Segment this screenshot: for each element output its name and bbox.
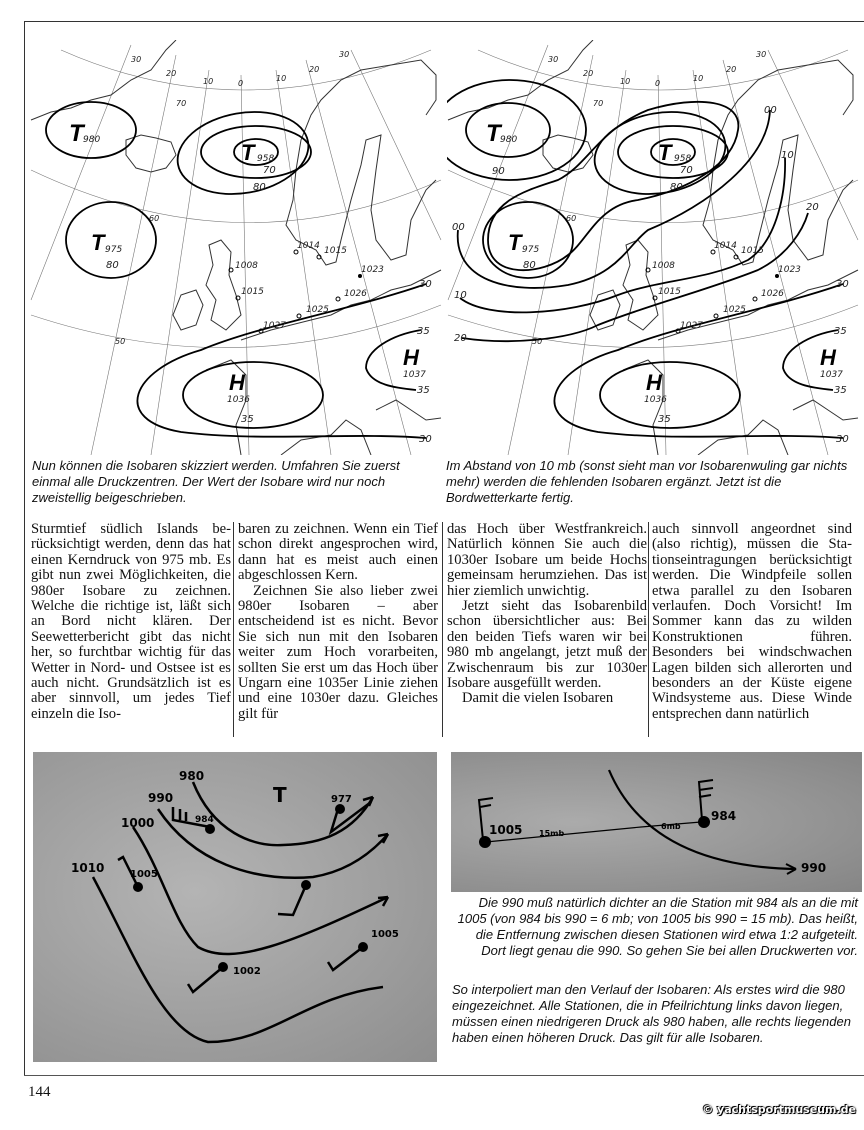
svg-text:10: 10	[203, 77, 214, 86]
svg-text:1026: 1026	[761, 289, 784, 299]
svg-text:1002: 1002	[233, 966, 261, 977]
svg-text:977: 977	[331, 794, 352, 805]
text-column-4	[652, 522, 852, 722]
svg-text:980: 980	[83, 135, 101, 145]
svg-text:1014: 1014	[297, 241, 320, 251]
svg-text:990: 990	[801, 861, 827, 875]
page-frame-top	[24, 21, 864, 22]
svg-text:50: 50	[532, 337, 543, 346]
svg-text:H: H	[646, 370, 662, 395]
svg-text:20: 20	[166, 69, 177, 78]
svg-text:20: 20	[806, 202, 819, 213]
handwritten-labels	[489, 809, 826, 875]
svg-text:20: 20	[583, 69, 594, 78]
svg-text:10: 10	[620, 77, 631, 86]
svg-text:70: 70	[680, 165, 693, 176]
svg-text:10: 10	[276, 74, 287, 83]
svg-text:15mb: 15mb	[539, 829, 565, 838]
svg-text:H: H	[403, 345, 419, 370]
station-distance-photo	[451, 752, 862, 892]
svg-text:50: 50	[115, 337, 126, 346]
svg-text:1027: 1027	[680, 321, 703, 331]
svg-text:1015: 1015	[324, 246, 347, 256]
svg-text:1026: 1026	[344, 289, 367, 299]
svg-text:70: 70	[263, 165, 276, 176]
svg-text:70: 70	[176, 99, 187, 108]
svg-text:T: T	[508, 230, 522, 255]
svg-text:30: 30	[756, 50, 767, 59]
paragraph: Damit die vielen Isobaren	[462, 690, 614, 707]
svg-text:00: 00	[764, 105, 777, 116]
svg-text:35: 35	[834, 326, 847, 337]
column-divider	[442, 522, 443, 737]
svg-text:958: 958	[257, 154, 275, 164]
svg-text:1008: 1008	[652, 261, 675, 271]
svg-text:80: 80	[253, 182, 266, 193]
svg-text:0: 0	[238, 79, 244, 88]
isobar-interpolation-photo	[33, 752, 437, 1062]
column-divider	[233, 522, 234, 737]
station-entries	[229, 241, 384, 333]
svg-text:10: 10	[693, 74, 704, 83]
svg-text:35: 35	[834, 385, 847, 396]
svg-text:980: 980	[500, 135, 518, 145]
isobars	[447, 80, 843, 438]
svg-text:70: 70	[593, 99, 604, 108]
svg-text:1027: 1027	[263, 321, 286, 331]
map1-caption: Nun können die Isobaren skizziert werden. Umfahren Sie zuerst einmal alle Druckzentren. Der Wert der Isobare wird nur noch zweistellig beigeschrieben.	[32, 458, 400, 505]
paragraph: Zeichnen Sie also lieber zwei 980er Isobaren – aber entscheidend ist es nicht. Bevor Sie sich nun mit den Isobaren weiter zum Hoch vorarbeiten, sollten Sie erst um das Hoch über Ungarn eine 1035er Linie ziehen und eine 1030er dazu. Gleiches gilt für	[238, 582, 438, 722]
svg-text:1015: 1015	[741, 246, 764, 256]
svg-text:1015: 1015	[658, 287, 681, 297]
svg-text:958: 958	[674, 154, 692, 164]
svg-text:90: 90	[492, 166, 505, 177]
svg-text:T: T	[273, 783, 287, 807]
svg-text:10: 10	[781, 150, 794, 161]
svg-text:20: 20	[726, 65, 737, 74]
svg-text:30: 30	[131, 55, 142, 64]
svg-text:1005: 1005	[130, 869, 158, 880]
map2-caption: Im Abstand von 10 mb (sonst sieht man vor Isobarenwuling gar nichts mehr) werden die fehlenden Isobaren ergänzt. Jetzt ist die Bordwetterkarte fertig.	[446, 458, 848, 505]
svg-text:6mb: 6mb	[661, 822, 681, 831]
svg-text:T: T	[91, 230, 105, 255]
svg-text:1023: 1023	[361, 265, 384, 275]
weather-map-sketch	[30, 40, 442, 455]
svg-text:1036: 1036	[644, 395, 667, 405]
svg-text:20: 20	[309, 65, 320, 74]
svg-text:30: 30	[836, 434, 849, 445]
svg-text:60: 60	[566, 214, 577, 223]
svg-text:1015: 1015	[241, 287, 264, 297]
svg-text:1037: 1037	[403, 370, 426, 380]
svg-text:984: 984	[711, 809, 737, 823]
svg-text:1010: 1010	[71, 861, 105, 875]
text-column-2	[238, 522, 438, 722]
svg-text:H: H	[820, 345, 836, 370]
svg-text:60: 60	[149, 214, 160, 223]
page-frame-left	[24, 21, 25, 1076]
paragraph: das Hoch über Westfrankreich. Natürlich können Sie auch die 1030er Isobare um beide Hochs gemeinsam herumziehen. Das ist hier ziemlich unwichtig.	[447, 521, 647, 599]
watermark: © yachtsportmuseum.de	[702, 1103, 856, 1116]
paragraph: Sturmtief südlich Islands berücksichtigt werden, denn das hat einen Kerndruck von 975 mb. Es gibt nun zwei Möglichkeiten, die 980er Isobare zu zeichnen. Welche die richtige ist, läßt sich an Bord nicht klären. Der Seewetterbericht gibt das nicht her, so furchtbar wichtig für das Wetter in Nord- und Ostsee ist es auch nicht. Grundsätzlich ist es aber sinnvoll, um jedes Tief einzeln die Iso-	[31, 521, 231, 722]
paragraph: auch sinnvoll angeordnet sind (also richtig), müssen die Stationseintragungen berücksichtigt werden. Die Windpfeile sollen etwa parallel zu den Isobaren verlaufen. Doch Vorsicht! Im Sommer kann das zu wilden Konstruktionen führen. Besonders bei windschwachen Lagen bilden sich allerorten und besonders an der Küste eigene Windsysteme aus. Diese Winde entsprechen dann natürlich	[652, 521, 852, 722]
text-column-3	[447, 522, 647, 707]
svg-text:1005: 1005	[489, 823, 523, 837]
svg-text:990: 990	[148, 791, 174, 805]
svg-text:1014: 1014	[714, 241, 737, 251]
svg-text:1000: 1000	[121, 816, 155, 830]
svg-text:30: 30	[836, 279, 849, 290]
svg-text:30: 30	[339, 50, 350, 59]
paragraph: Jetzt sieht das Isobarenbild schon übersichtlicher aus: Bei den beiden Tiefs waren wir bei 980 mb angelangt, jetzt muß der Zwischenraum bis zur 1030er Isobare ausgefüllt werden.	[447, 598, 647, 692]
svg-text:20: 20	[454, 333, 467, 344]
svg-text:30: 30	[419, 279, 432, 290]
svg-text:1023: 1023	[778, 265, 801, 275]
svg-text:1037: 1037	[820, 370, 843, 380]
svg-text:35: 35	[658, 414, 671, 425]
station-entries	[646, 241, 801, 333]
svg-text:0: 0	[655, 79, 661, 88]
svg-text:00: 00	[452, 222, 465, 233]
svg-text:35: 35	[241, 414, 254, 425]
handwritten-labels	[71, 769, 399, 977]
grid-labels	[115, 50, 349, 346]
svg-text:1025: 1025	[306, 305, 329, 315]
paragraph: baren zu zeichnen. Wenn ein Tief schon direkt angesprochen wird, dann hat es meist auch einen abgeschlossen Kern.	[238, 521, 438, 584]
svg-text:1008: 1008	[235, 261, 258, 271]
page-frame-bottom	[24, 1075, 864, 1076]
column-divider	[648, 522, 649, 737]
svg-text:80: 80	[670, 182, 683, 193]
svg-text:H: H	[229, 370, 245, 395]
page-number: 144	[28, 1084, 51, 1100]
svg-text:30: 30	[548, 55, 559, 64]
svg-text:984: 984	[195, 815, 214, 825]
svg-text:T: T	[486, 120, 501, 147]
svg-text:980: 980	[179, 769, 205, 783]
weather-map-complete	[447, 40, 859, 455]
svg-text:1025: 1025	[723, 305, 746, 315]
svg-text:10: 10	[454, 290, 467, 301]
svg-text:80: 80	[523, 260, 536, 271]
svg-text:80: 80	[106, 260, 119, 271]
isobar-labels	[106, 165, 432, 445]
text-column-1	[31, 522, 231, 722]
svg-text:T: T	[658, 140, 672, 165]
svg-text:30: 30	[419, 434, 432, 445]
svg-text:975: 975	[522, 245, 540, 255]
svg-text:T: T	[241, 140, 255, 165]
svg-text:35: 35	[417, 385, 430, 396]
svg-text:1036: 1036	[227, 395, 250, 405]
photo2-caption: Die 990 muß natürlich dichter an die Station mit 984 als an die mit 1005 (von 984 bis 990 = 6 mb; von 1005 bis 990 = 15 mb). Das heißt, die Entfernung zwischen diesen Stationen wird etwa 1:2 aufgeteilt. Dort liegt genau die 990. So gehen Sie bei allen Druckwerten vor.	[457, 895, 858, 958]
svg-text:35: 35	[417, 326, 430, 337]
photo1-caption: So interpoliert man den Verlauf der Isobaren: Als erstes wird die 980 eingezeichnet. Alle Stationen, die in Pfeilrichtung links davon liegen, müssen einen niedrigeren Druck als 980 haben, alle rechts liegenden haben einen höheren Druck. Das gilt für alle Isobaren.	[452, 982, 851, 1045]
svg-text:975: 975	[105, 245, 123, 255]
svg-text:1005: 1005	[371, 929, 399, 940]
svg-text:T: T	[69, 120, 84, 147]
